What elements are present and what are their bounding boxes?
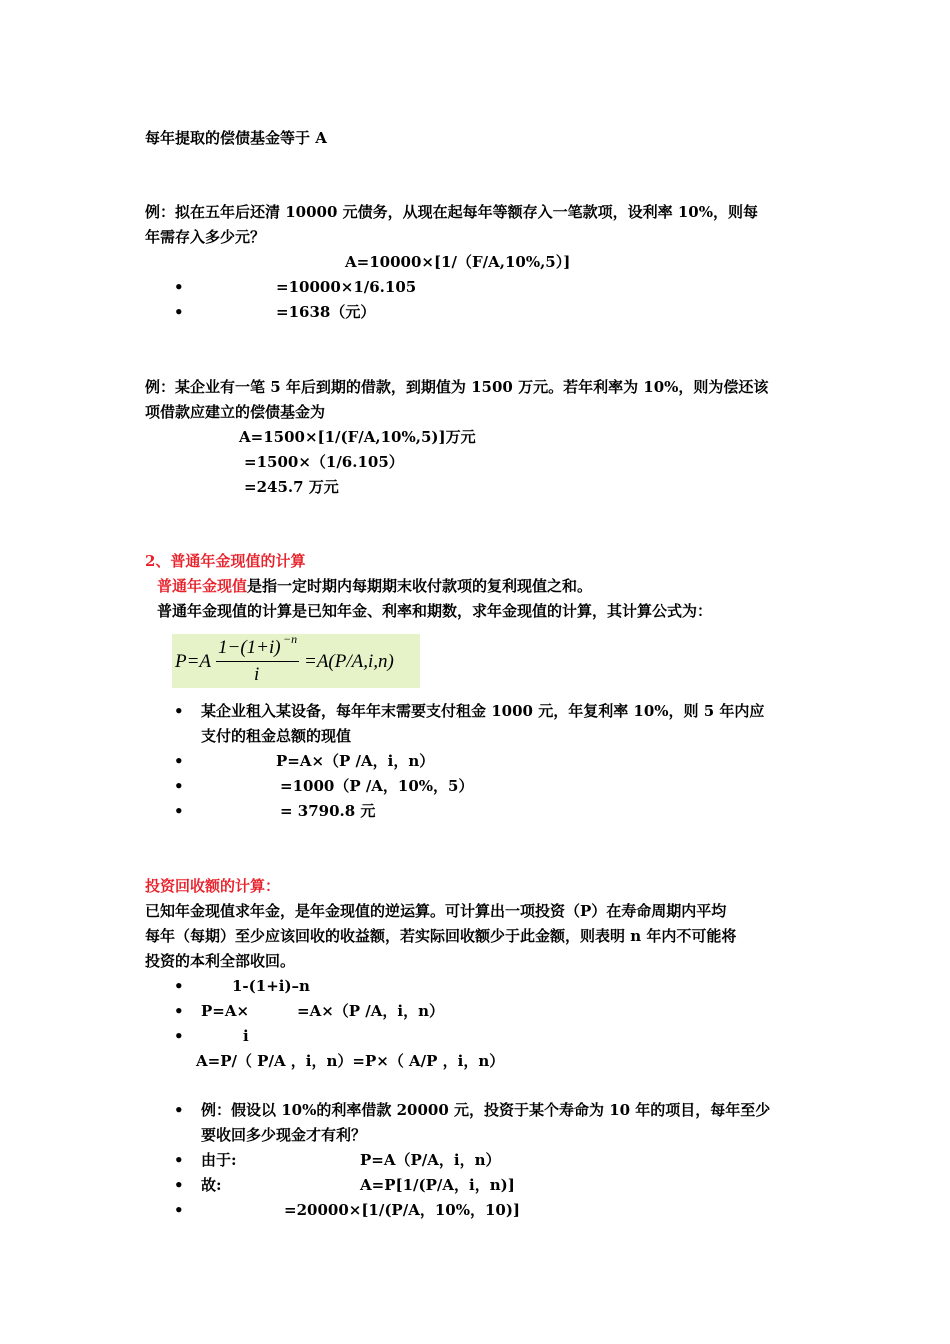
example-2-formula: A=1500×[1/(F/A,10%,5)]万元	[239, 428, 476, 446]
example-4-because-label: 由于:	[201, 1151, 237, 1169]
annuity-pv-description: 普通年金现值的计算是已知年金、利率和期数，求年金现值的计算，其计算公式为：	[157, 602, 713, 620]
example-1-text: 例：拟在五年后还清 10000 元债务，从现在起每年等额存入一笔款项，设利率 10%，则每	[145, 203, 758, 221]
formula-rhs: =A(P/A,i,n)	[304, 651, 394, 672]
line-sinking-fund-intro: 每年提取的偿债基金等于 A	[145, 129, 327, 147]
example-3-text: 某企业租入某设备，每年年末需要支付租金 1000 元，年复利率 10%，则 5 年内应	[201, 702, 765, 720]
example-4-text: 例：假设以 10%的利率借款 20000 元，投资于某个寿命为 10 年的项目，每年至少	[201, 1101, 771, 1119]
bullet: •	[174, 1151, 184, 1169]
example-1-result: =1638（元）	[276, 303, 376, 321]
formula-denominator: i	[254, 664, 260, 685]
example-2-step: =1500×（1/6.105）	[244, 453, 404, 471]
formula-lhs: P=A	[175, 651, 212, 672]
annuity-pv-term: 普通年金现值	[157, 577, 248, 595]
bullet: •	[174, 777, 184, 795]
bullet: •	[174, 702, 184, 720]
example-1-text-cont: 年需存入多少元？	[145, 228, 266, 246]
bullet: •	[174, 802, 184, 820]
capital-recovery-text-3: 投资的本利全部收回。	[145, 952, 296, 970]
capital-recovery-denominator: i	[243, 1027, 249, 1045]
bullet: •	[174, 752, 184, 770]
bullet: •	[174, 1176, 184, 1194]
example-3-text-cont: 支付的租金总额的现值	[201, 727, 352, 745]
annuity-pv-definition	[157, 576, 592, 596]
formula-fraction-bar	[216, 661, 299, 662]
bullet: •	[174, 1201, 184, 1219]
bullet: •	[174, 1101, 184, 1119]
bullet: •	[174, 1002, 184, 1020]
bullet: •	[174, 278, 184, 296]
example-3-step: =1000（P /A，10%，5）	[280, 777, 474, 795]
formula-exponent: −n	[283, 632, 298, 646]
section-heading-annuity-pv: 2、普通年金现值的计算	[145, 552, 306, 570]
example-2-text: 例：某企业有一笔 5 年后到期的借款，到期值为 1500 万元。若年利率为 10%，则为偿还该	[145, 378, 769, 396]
example-4-because-formula: P=A（P/A，i，n）	[360, 1151, 501, 1169]
example-4-text-cont: 要收回多少现金才有利？	[201, 1126, 367, 1144]
capital-recovery-formula-rhs: =A×（P /A，i，n）	[297, 1002, 444, 1020]
bullet: •	[174, 303, 184, 321]
capital-recovery-result-formula: A=P/（ P/A ，i，n）=P×（ A/P ，i，n）	[196, 1052, 505, 1070]
example-4-therefore-formula: A=P[1/(P/A，i，n)]	[360, 1176, 515, 1194]
capital-recovery-text-1: 已知年金现值求年金，是年金现值的逆运算。可计算出一项投资（P）在寿命周期内平均	[145, 902, 727, 920]
annuity-pv-definition-rest: 是指一定时期内每期期末收付款项的复利现值之和。	[247, 577, 593, 595]
example-4-step: =20000×[1/(P/A，10%，10)]	[284, 1201, 521, 1219]
example-3-result: = 3790.8 元	[280, 802, 376, 820]
example-2-text-cont: 项借款应建立的偿债基金为	[145, 403, 326, 421]
bullet: •	[174, 1027, 184, 1045]
capital-recovery-formula-lhs: P=A×	[201, 1002, 250, 1020]
capital-recovery-numerator: 1-(1+i)–n	[232, 977, 310, 995]
section-heading-capital-recovery: 投资回收额的计算：	[145, 877, 281, 895]
example-2-result: =245.7 万元	[244, 478, 339, 496]
example-1-step: =10000×1/6.105	[276, 278, 417, 296]
example-4-therefore-label: 故:	[201, 1176, 222, 1194]
example-1-formula: A=10000×[1/（F/A,10%,5）]	[345, 253, 571, 271]
example-3-formula: P=A×（P /A，i，n）	[276, 752, 435, 770]
bullet: •	[174, 977, 184, 995]
formula-numerator: 1−(1+i)	[218, 637, 281, 658]
capital-recovery-text-2: 每年（每期）至少应该回收的收益额，若实际回收额少于此金额，则表明 n 年内不可能将	[145, 927, 737, 945]
